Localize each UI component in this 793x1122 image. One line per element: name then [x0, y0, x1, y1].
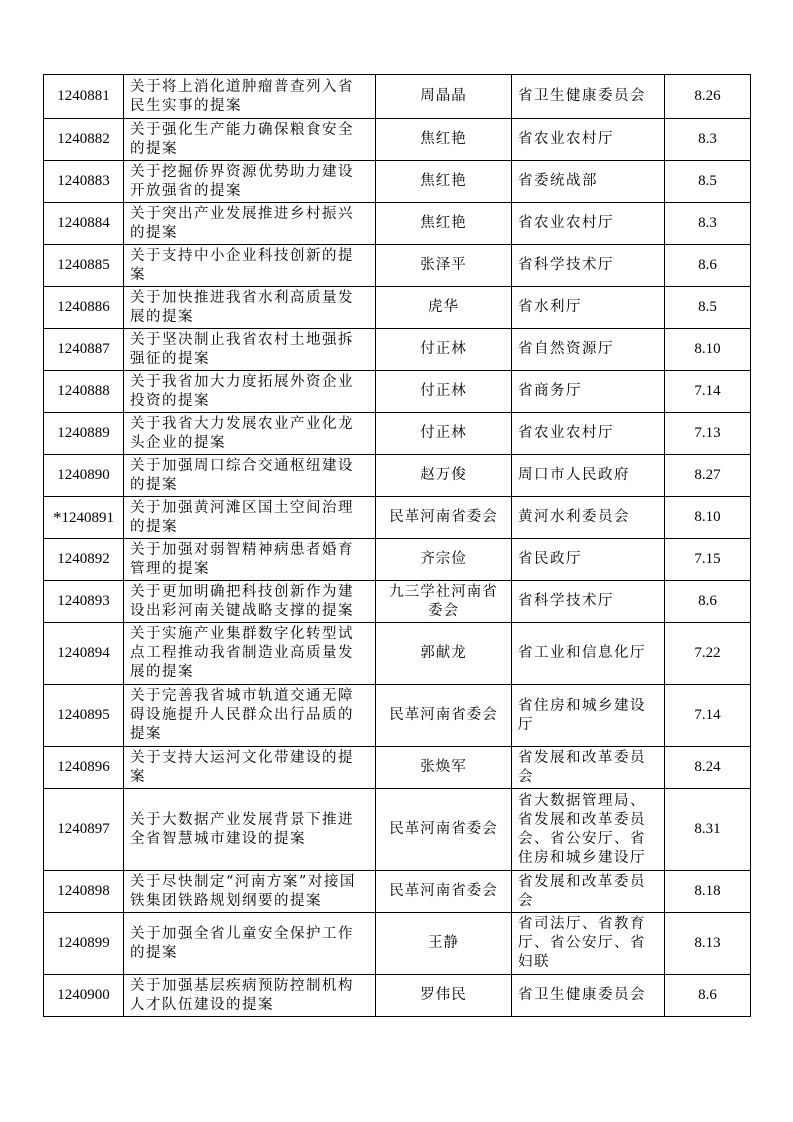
table-row: [44, 245, 751, 287]
proposal-proposer: 赵万俊: [376, 455, 512, 497]
proposal-date: 8.18: [665, 871, 751, 913]
proposal-proposer: 焦红艳: [376, 161, 512, 203]
proposal-number-cell: [44, 623, 124, 685]
proposal-proposer: 付正林: [376, 329, 512, 371]
proposals-table-body: [44, 75, 751, 1017]
proposal-title: 关于加强周口综合交通枢纽建设的提案: [124, 455, 376, 497]
handling-department: 省卫生健康委员会: [512, 975, 665, 1017]
proposal-date: 7.13: [665, 413, 751, 455]
handling-department: 省司法厅、省教育厅、省公安厅、省妇联: [512, 913, 665, 975]
proposal-number-cell: [44, 539, 124, 581]
proposal-title: 关于加强对弱智精神病患者婚育管理的提案: [124, 539, 376, 581]
handling-department: 省商务厅: [512, 371, 665, 413]
proposal-proposer: 付正林: [376, 413, 512, 455]
proposal-number: 1240898: [57, 883, 110, 899]
handling-department: 省卫生健康委员会: [512, 75, 665, 119]
table-row: [44, 161, 751, 203]
handling-department: 黄河水利委员会: [512, 497, 665, 539]
proposal-number-cell: [44, 75, 124, 119]
proposal-date: 7.22: [665, 623, 751, 685]
table-row: [44, 685, 751, 747]
proposal-date: 8.10: [665, 497, 751, 539]
proposal-date: 8.3: [665, 203, 751, 245]
proposal-number: 1240890: [57, 467, 110, 483]
proposal-date: 8.10: [665, 329, 751, 371]
proposal-proposer: 张泽平: [376, 245, 512, 287]
key-proposal-marker: *: [53, 507, 62, 527]
proposal-number: 1240883: [57, 173, 110, 189]
table-row: [44, 497, 751, 539]
proposal-date: 7.15: [665, 539, 751, 581]
proposal-proposer: 王静: [376, 913, 512, 975]
table-row: [44, 329, 751, 371]
handling-department: 省住房和城乡建设厅: [512, 685, 665, 747]
proposal-number: 1240884: [57, 215, 110, 231]
proposals-table: [43, 74, 751, 1017]
proposal-number: 1240891: [61, 509, 114, 526]
handling-department: 省科学技术厅: [512, 581, 665, 623]
table-row: [44, 287, 751, 329]
proposal-number-cell: [44, 413, 124, 455]
proposal-proposer: 张焕军: [376, 747, 512, 789]
proposal-date: 8.3: [665, 119, 751, 161]
handling-department: 省委统战部: [512, 161, 665, 203]
proposal-number: 1240881: [57, 88, 110, 104]
proposal-date: 8.6: [665, 581, 751, 623]
proposal-number-cell: [44, 871, 124, 913]
proposal-number-cell: [44, 685, 124, 747]
proposal-date: 8.5: [665, 161, 751, 203]
proposal-proposer: 焦红艳: [376, 119, 512, 161]
proposal-proposer: 民革河南省委会: [376, 871, 512, 913]
proposal-proposer: 虎华: [376, 287, 512, 329]
proposal-number-cell: [44, 913, 124, 975]
proposal-number: 1240895: [57, 707, 110, 723]
handling-department: 周口市人民政府: [512, 455, 665, 497]
proposal-number: 1240897: [57, 821, 110, 837]
proposal-number-cell: [44, 789, 124, 871]
handling-department: 省大数据管理局、省发展和改革委员会、省公安厅、省住房和城乡建设厅: [512, 789, 665, 871]
proposal-title: 关于支持中小企业科技创新的提案: [124, 245, 376, 287]
proposal-title: 关于我省大力发展农业产业化龙头企业的提案: [124, 413, 376, 455]
proposal-proposer: 民革河南省委会: [376, 497, 512, 539]
proposal-number: 1240889: [57, 425, 110, 441]
handling-department: 省工业和信息化厅: [512, 623, 665, 685]
proposal-number: 1240886: [57, 299, 110, 315]
proposal-number-cell: [44, 119, 124, 161]
proposal-number-cell: [44, 329, 124, 371]
table-row: [44, 581, 751, 623]
proposal-number: 1240894: [57, 645, 110, 661]
proposal-date: 7.14: [665, 371, 751, 413]
proposal-title: 关于加快推进我省水利高质量发展的提案: [124, 287, 376, 329]
proposal-title: 关于尽快制定“河南方案”对接国铁集团铁路规划纲要的提案: [124, 871, 376, 913]
proposal-date: 8.6: [665, 245, 751, 287]
proposal-proposer: 民革河南省委会: [376, 685, 512, 747]
proposal-proposer: 焦红艳: [376, 203, 512, 245]
table-row: [44, 119, 751, 161]
proposal-number: 1240888: [57, 383, 110, 399]
table-row: [44, 413, 751, 455]
proposal-proposer: 民革河南省委会: [376, 789, 512, 871]
handling-department: 省水利厅: [512, 287, 665, 329]
proposal-number-cell: [44, 581, 124, 623]
proposal-title: 关于挖掘侨界资源优势助力建设开放强省的提案: [124, 161, 376, 203]
proposal-number: 1240887: [57, 341, 110, 357]
proposal-date: 8.26: [665, 75, 751, 119]
proposal-proposer: 九三学社河南省委会: [376, 581, 512, 623]
table-row: [44, 747, 751, 789]
table-row: [44, 871, 751, 913]
table-row: [44, 623, 751, 685]
proposal-date: 7.14: [665, 685, 751, 747]
proposal-number-cell: [44, 455, 124, 497]
table-row: [44, 203, 751, 245]
proposal-number: 1240892: [57, 551, 110, 567]
handling-department: 省自然资源厅: [512, 329, 665, 371]
proposal-number: 1240899: [57, 935, 110, 951]
proposal-title: 关于加强黄河滩区国土空间治理的提案: [124, 497, 376, 539]
proposal-proposer: 郭献龙: [376, 623, 512, 685]
handling-department: 省民政厅: [512, 539, 665, 581]
proposal-title: 关于更加明确把科技创新作为建设出彩河南关键战略支撑的提案: [124, 581, 376, 623]
table-row: [44, 913, 751, 975]
proposal-proposer: 罗伟民: [376, 975, 512, 1017]
proposal-title: 关于将上消化道肿瘤普查列入省民生实事的提案: [124, 75, 376, 119]
proposal-title: 关于加强基层疾病预防控制机构人才队伍建设的提案: [124, 975, 376, 1017]
proposal-date: 8.13: [665, 913, 751, 975]
proposal-proposer: 齐宗俭: [376, 539, 512, 581]
proposal-number-cell: [44, 287, 124, 329]
handling-department: 省农业农村厅: [512, 119, 665, 161]
table-row: [44, 539, 751, 581]
proposal-number-cell: [44, 497, 124, 539]
proposal-title: 关于加强全省儿童安全保护工作的提案: [124, 913, 376, 975]
proposal-title: 关于实施产业集群数字化转型试点工程推动我省制造业高质量发展的提案: [124, 623, 376, 685]
proposal-number-cell: [44, 747, 124, 789]
proposal-title: 关于大数据产业发展背景下推进全省智慧城市建设的提案: [124, 789, 376, 871]
proposal-number: 1240893: [57, 593, 110, 609]
table-row: [44, 75, 751, 119]
proposal-date: 8.6: [665, 975, 751, 1017]
proposal-date: 8.5: [665, 287, 751, 329]
proposal-number: 1240885: [57, 257, 110, 273]
handling-department: 省农业农村厅: [512, 203, 665, 245]
proposal-number-cell: [44, 371, 124, 413]
proposal-date: 8.31: [665, 789, 751, 871]
proposal-number-cell: [44, 203, 124, 245]
table-row: [44, 455, 751, 497]
proposal-date: 8.27: [665, 455, 751, 497]
table-row: [44, 789, 751, 871]
proposal-number-cell: [44, 245, 124, 287]
proposal-date: 8.24: [665, 747, 751, 789]
proposal-proposer: 周晶晶: [376, 75, 512, 119]
handling-department: 省发展和改革委员会: [512, 747, 665, 789]
proposal-title: 关于完善我省城市轨道交通无障碍设施提升人民群众出行品质的提案: [124, 685, 376, 747]
proposal-number: 1240882: [57, 131, 110, 147]
proposal-title: 关于支持大运河文化带建设的提案: [124, 747, 376, 789]
proposal-number-cell: [44, 975, 124, 1017]
proposal-title: 关于我省加大力度拓展外资企业投资的提案: [124, 371, 376, 413]
proposal-title: 关于强化生产能力确保粮食安全的提案: [124, 119, 376, 161]
proposal-proposer: 付正林: [376, 371, 512, 413]
proposal-title: 关于突出产业发展推进乡村振兴的提案: [124, 203, 376, 245]
table-row: [44, 975, 751, 1017]
proposal-number-cell: [44, 161, 124, 203]
proposal-number: 1240900: [57, 987, 110, 1003]
handling-department: 省科学技术厅: [512, 245, 665, 287]
proposal-title: 关于坚决制止我省农村土地强拆强征的提案: [124, 329, 376, 371]
proposal-number: 1240896: [57, 759, 110, 775]
handling-department: 省发展和改革委员会: [512, 871, 665, 913]
table-row: [44, 371, 751, 413]
handling-department: 省农业农村厅: [512, 413, 665, 455]
